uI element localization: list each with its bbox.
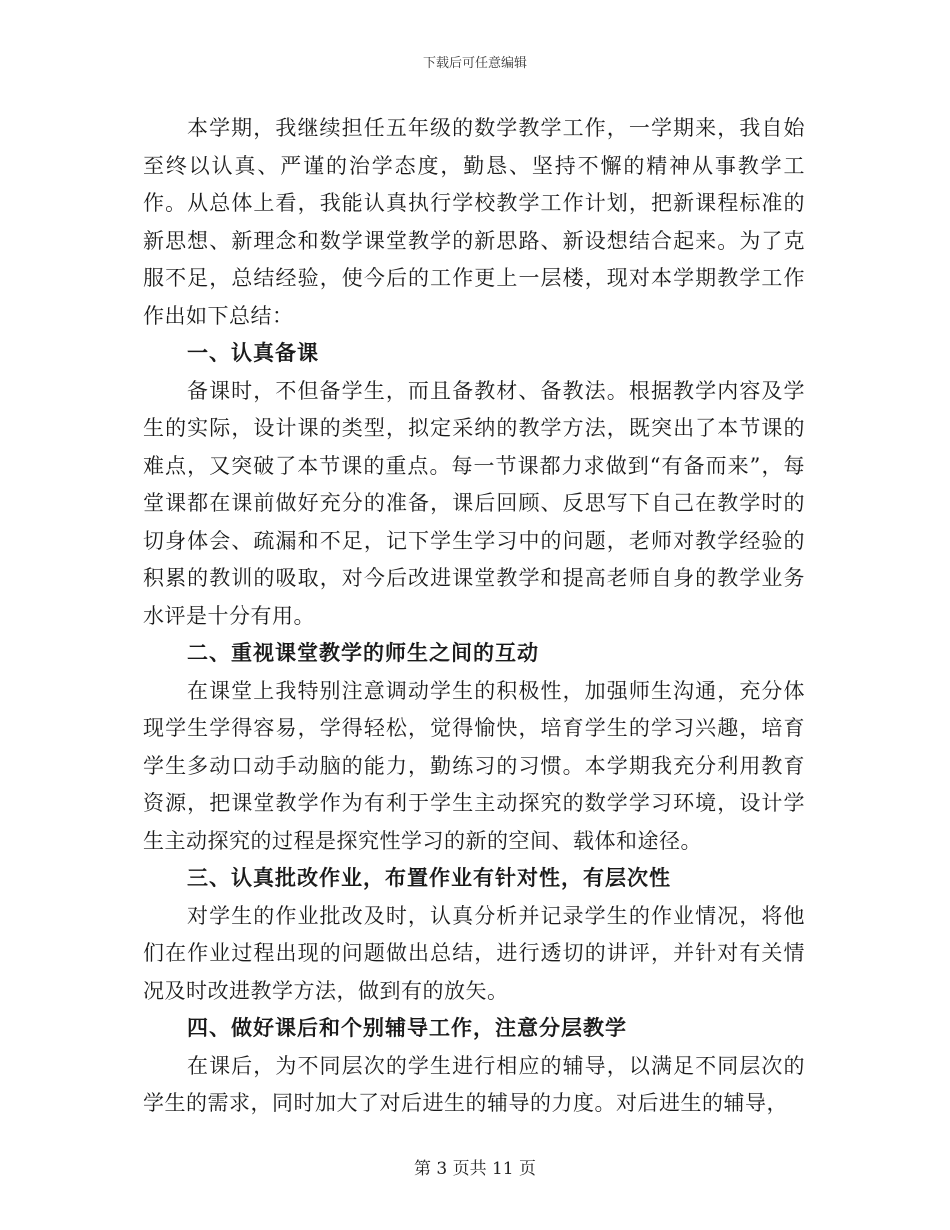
page-header-note: 下载后可任意编辑 (422, 56, 527, 71)
section-heading-4: 四、做好课后和个别辅导工作，注意分层教学 (187, 1016, 627, 1040)
section-paragraph-3: 对学生的作业批改及时，认真分析并记录学生的作业情况，将他们在作业过程出现的问题做出总结，进行透切的讲评，并针对有关情况及时改进教学方法，做到有的放矢。 (143, 903, 805, 1003)
section-paragraph-1: 备课时，不但备学生，而且备教材、备教法。根据教学内容及学生的实际，设计课的类型，拟定采纳的教学方法，既突出了本节课的难点，又突破了本节课的重点。每一节课都力求做到“有备而来”，每堂课都在课前做好充分的准备，课后回顾、反思写下自己在教学时的切身体会、疏漏和不足，记下学生学习中的问题，老师对教学经验的积累的教训的吸取，对今后改进课堂教学和提高老师自身的教学业务水评是十分有用。 (143, 378, 805, 628)
section-heading-3: 三、认真批改作业，布置作业有针对性，有层次性 (187, 866, 671, 890)
section-paragraph-4: 在课后，为不同层次的学生进行相应的辅导，以满足不同层次的学生的需求，同时加大了对后进生的辅导的力度。对后进生的辅导， (143, 1053, 805, 1115)
section-heading-1: 一、认真备课 (187, 341, 319, 365)
section-heading-2: 二、重视课堂教学的师生之间的互动 (187, 641, 539, 665)
section-paragraph-2: 在课堂上我特别注意调动学生的积极性，加强师生沟通，充分体现学生学得容易，学得轻松，觉得愉快，培育学生的学习兴趣，培育学生多动口动手动脑的能力，勤练习的习惯。本学期我充分利用教育资源，把课堂教学作为有利于学生主动探究的数学学习环境，设计学生主动探究的过程是探究性学习的新的空间、载体和途径。 (143, 678, 805, 853)
page-number-footer: 第 3 页共 11 页 (413, 1159, 537, 1179)
intro-paragraph: 本学期，我继续担任五年级的数学教学工作，一学期来，我自始至终以认真、严谨的治学态度，勤恳、坚持不懈的精神从事教学工作。从总体上看，我能认真执行学校教学工作计划，把新课程标准的新思想、新理念和数学课堂教学的新思路、新设想结合起来。为了克服不足，总结经验，使今后的工作更上一层楼，现对本学期教学工作作出如下总结： (143, 116, 805, 328)
document-body (143, 110, 805, 1123)
